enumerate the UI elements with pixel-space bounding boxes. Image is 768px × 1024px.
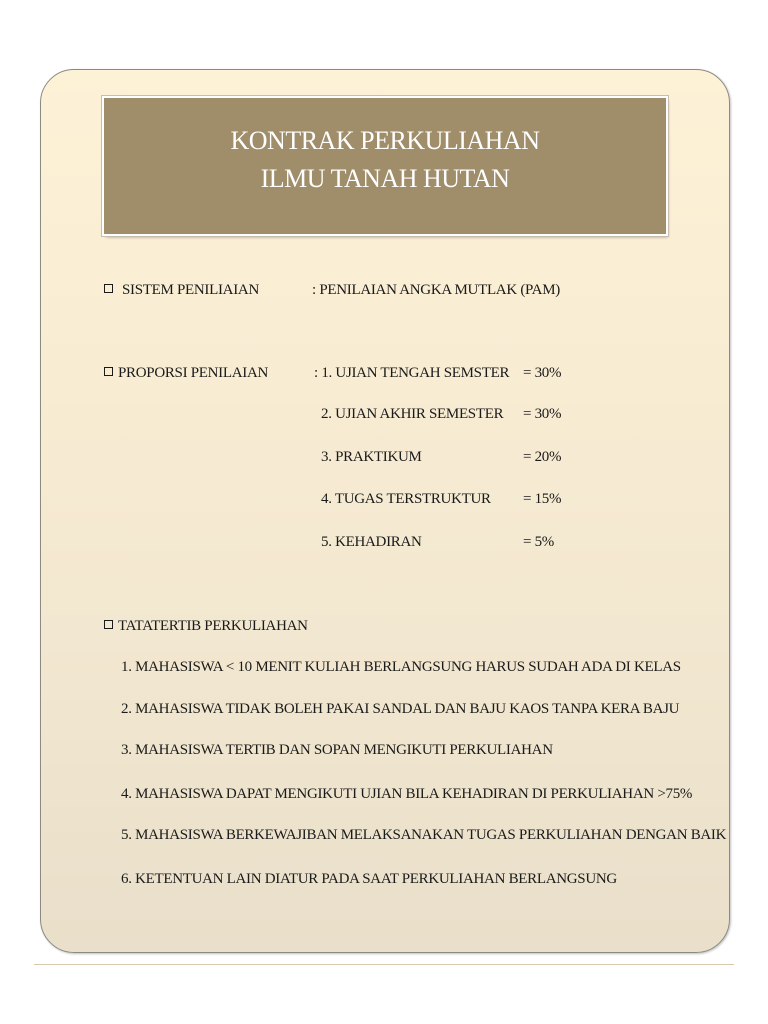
proporsi-item-name: 4. TUGAS TERSTRUKTUR bbox=[321, 491, 491, 507]
proporsi-item-name: 3. PRAKTIKUM bbox=[321, 449, 422, 465]
tatatertib-rule: 5. MAHASISWA BERKEWAJIBAN MELAKSANAKAN TUGAS PERKULIAHAN DENGAN BAIK bbox=[121, 827, 727, 843]
tatatertib-label-text: TATATERTIB PERKULIAHAN bbox=[118, 618, 308, 634]
tatatertib-rule: 1. MAHASISWA < 10 MENIT KULIAH BERLANGSUNG HARUS SUDAH ADA DI KELAS bbox=[121, 659, 681, 675]
tatatertib-rule: 4. MAHASISWA DAPAT MENGIKUTI UJIAN BILA KEHADIRAN DI PERKULIAHAN >75% bbox=[121, 786, 693, 802]
page-divider bbox=[34, 964, 734, 965]
proporsi-item-value: = 30% bbox=[523, 365, 562, 381]
sistem-penilaian-value: : PENILAIAN ANGKA MUTLAK (PAM) bbox=[312, 282, 560, 298]
proporsi-item-name: 2. UJIAN AKHIR SEMESTER bbox=[321, 406, 504, 422]
proporsi-item-value: = 20% bbox=[523, 449, 562, 465]
proporsi-item-value: = 15% bbox=[523, 491, 562, 507]
proporsi-item-value: = 30% bbox=[523, 406, 562, 422]
proporsi-item-name: : 1. UJIAN TENGAH SEMSTER bbox=[314, 365, 510, 381]
proporsi-item-name: 5. KEHADIRAN bbox=[321, 534, 422, 550]
proporsi-item-value: = 5% bbox=[523, 534, 555, 550]
title-banner bbox=[104, 98, 666, 234]
tatatertib-rule: 3. MAHASISWA TERTIB DAN SOPAN MENGIKUTI PERKULIAHAN bbox=[121, 742, 553, 758]
tatatertib-label bbox=[104, 618, 308, 635]
proporsi-label-text: PROPORSI PENILAIAN bbox=[118, 365, 269, 381]
checkbox-bullet-icon bbox=[104, 367, 113, 376]
title-line-1: KONTRAK PERKULIAHAN bbox=[230, 126, 540, 155]
proporsi-penilaian-label bbox=[104, 365, 268, 382]
checkbox-bullet-icon bbox=[104, 284, 113, 293]
checkbox-bullet-icon bbox=[104, 620, 113, 629]
tatatertib-rule: 2. MAHASISWA TIDAK BOLEH PAKAI SANDAL DAN BAJU KAOS TANPA KERA BAJU bbox=[121, 701, 680, 717]
sistem-penilaian-label bbox=[104, 282, 259, 299]
tatatertib-rule: 6. KETENTUAN LAIN DIATUR PADA SAAT PERKULIAHAN BERLANGSUNG bbox=[121, 871, 617, 887]
title-line-2: ILMU TANAH HUTAN bbox=[260, 164, 510, 193]
sistem-label-text: SISTEM PENILIAIAN bbox=[122, 282, 259, 298]
